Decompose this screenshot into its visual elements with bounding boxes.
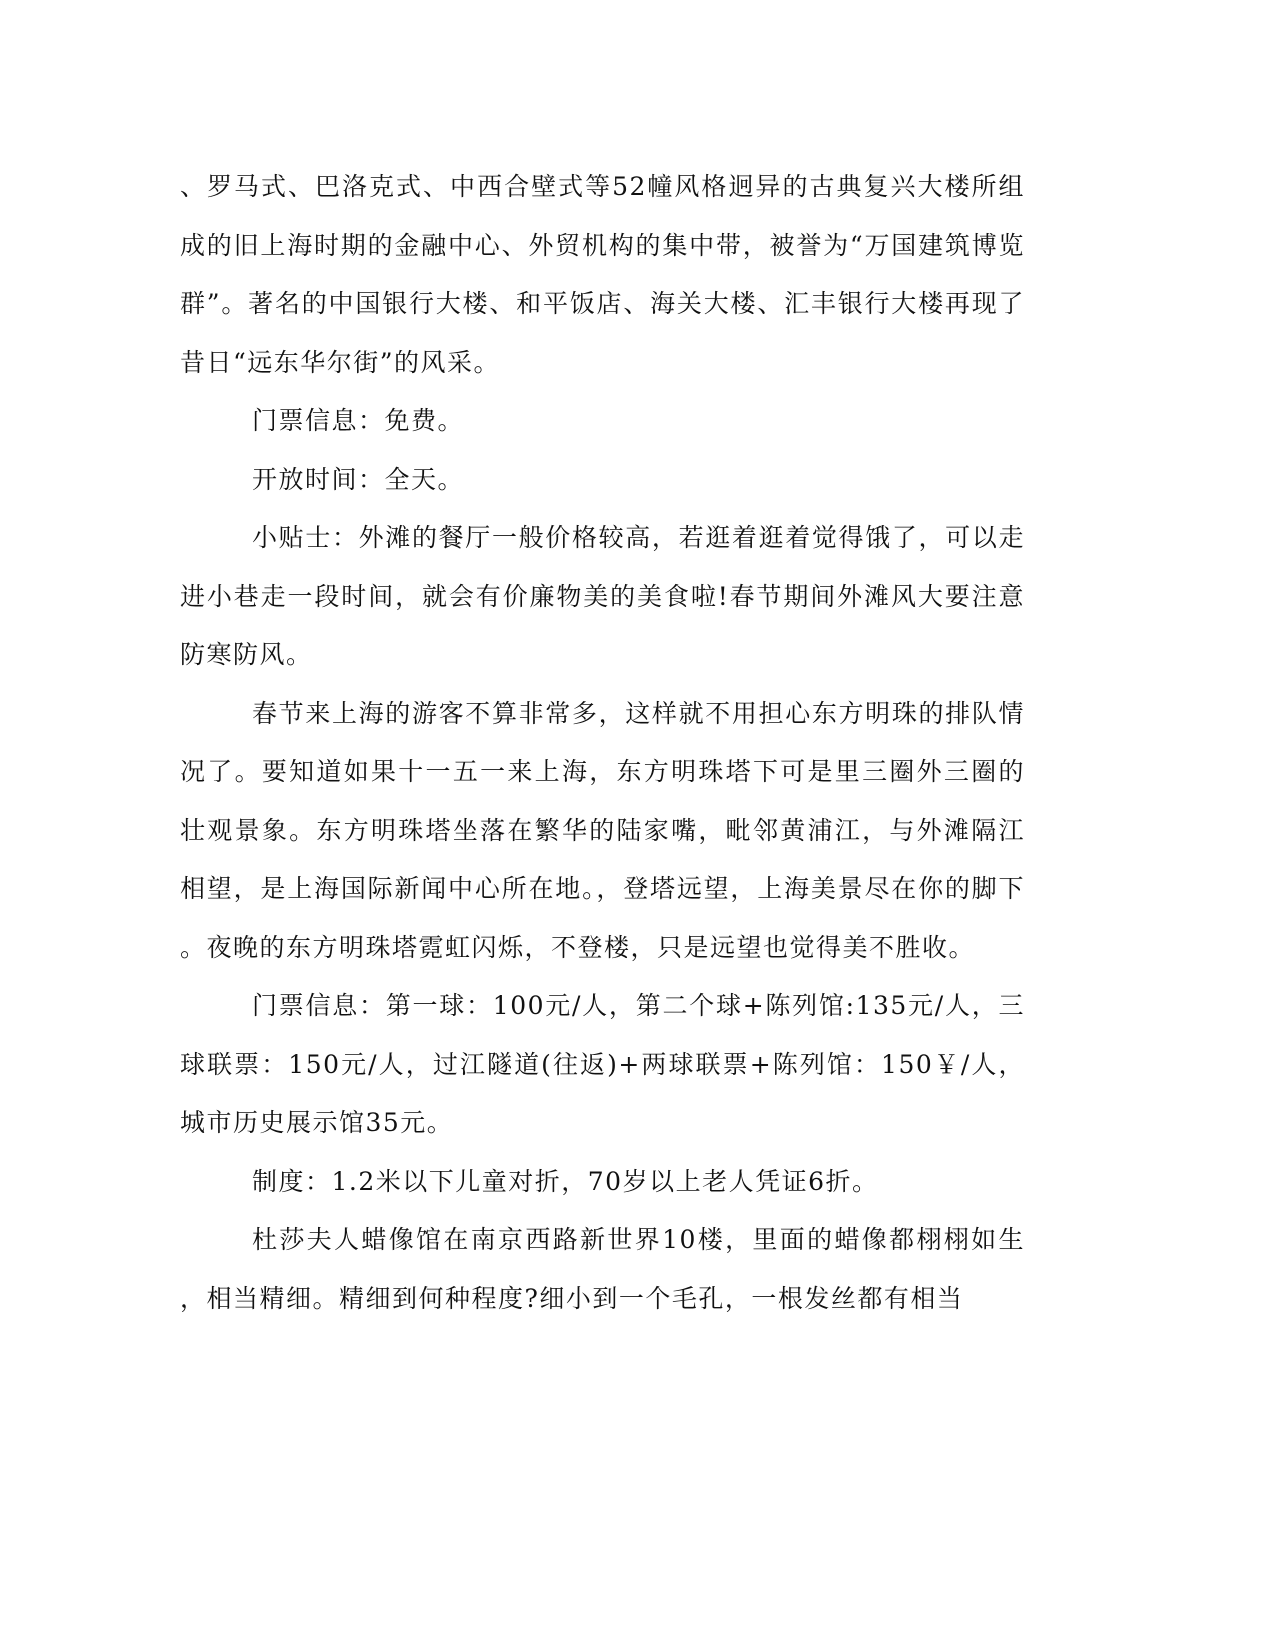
paragraph-bund-ticket-info: 门票信息：免费。 bbox=[252, 406, 465, 435]
paragraph-bund-opening-hours: 开放时间：全天。 bbox=[252, 464, 465, 494]
paragraph-madame-tussauds: 杜莎夫人蜡像馆在南京西路新世界10楼，里面的蜡像都栩栩如生，相当精细。精细到何种程度?细小到一个毛孔，一根发丝都有相当 bbox=[180, 1225, 1025, 1313]
paragraph-bund-tips: 小贴士：外滩的餐厅一般价格较高，若逛着逛着觉得饿了，可以走进小巷走一段时间，就会有价廉物美的美食啦!春节期间外滩风大要注意防寒防风。 bbox=[180, 523, 1025, 669]
paragraph-oriental-pearl-tower: 春节来上海的游客不算非常多，这样就不用担心东方明珠的排队情况了。要知道如果十一五一来上海，东方明珠塔下可是里三圈外三圈的壮观景象。东方明珠塔坐落在繁华的陆家嘴，毗邻黄浦江，与外滩隔江相望，是上海国际新闻中心所在地。，登塔远望，上海美景尽在你的脚下。夜晚的东方明珠塔霓虹闪烁，不登楼，只是远望也觉得美不胜收。 bbox=[180, 698, 1025, 962]
document-body bbox=[180, 158, 1025, 1328]
paragraph-bund-architecture: 、罗马式、巴洛克式、中西合壁式等52幢风格迥异的古典复兴大楼所组成的旧上海时期的金融中心、外贸机构的集中带，被誉为“万国建筑博览群”。著名的中国银行大楼、和平饭店、海关大楼、汇丰银行大楼再现了昔日“远东华尔街”的风采。 bbox=[180, 172, 1025, 377]
paragraph-discount-policy: 制度：1.2米以下儿童对折，70岁以上老人凭证6折。 bbox=[252, 1166, 879, 1196]
paragraph-tower-ticket-info: 门票信息：第一球：100元/人，第二个球+陈列馆:135元/人，三球联票：150元/人，过江隧道(往返)+两球联票+陈列馆：150￥/人，城市历史展示馆35元。 bbox=[180, 991, 1025, 1137]
